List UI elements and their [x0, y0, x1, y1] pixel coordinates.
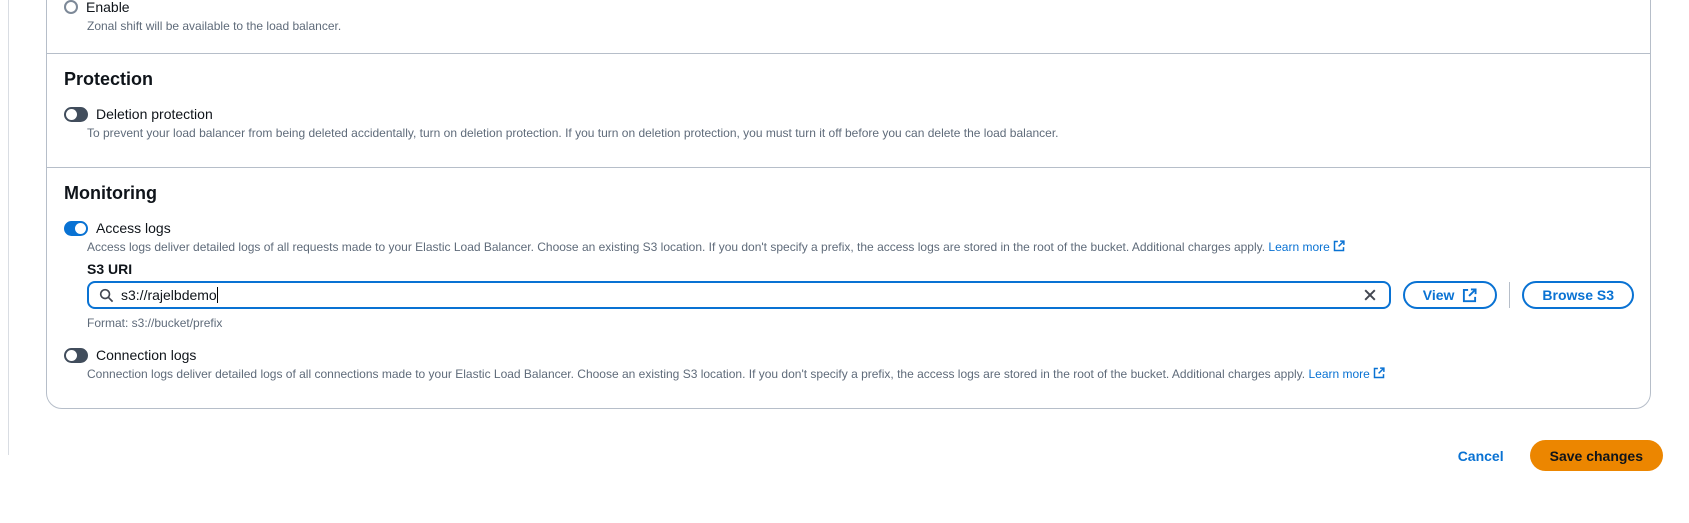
- external-link-icon: [1333, 240, 1345, 252]
- connection-logs-learn-more-link[interactable]: Learn more: [1308, 367, 1384, 381]
- s3-uri-value: s3://rajelbdemo: [121, 287, 217, 303]
- connection-logs-description: Connection logs deliver detailed logs of all connections made to your Elastic Load Balancer. Choose an existing S3 location. If you don't specify a prefix, the access logs are stored in the root of the bucket. Additional charges apply. Learn more: [87, 366, 1634, 382]
- connection-logs-label: Connection logs: [96, 347, 197, 363]
- section-protection: [47, 54, 1650, 167]
- close-icon: [1363, 288, 1377, 302]
- s3-uri-constraint: Format: s3://bucket/prefix: [87, 316, 223, 330]
- external-link-icon: [1373, 367, 1385, 379]
- text-cursor: [217, 287, 218, 303]
- radio-label: Enable: [86, 0, 130, 15]
- protection-title: Protection: [64, 69, 154, 89]
- save-changes-button[interactable]: Save changes: [1530, 440, 1663, 471]
- section-monitoring: [47, 168, 1650, 406]
- panel-divider: [8, 0, 9, 455]
- attributes-card: [46, 0, 1651, 409]
- external-link-icon: [1462, 288, 1477, 303]
- connection-logs-toggle[interactable]: [64, 348, 88, 363]
- access-logs-toggle[interactable]: [64, 221, 88, 236]
- browse-s3-button[interactable]: Browse S3: [1522, 281, 1634, 309]
- view-button[interactable]: View: [1403, 281, 1498, 309]
- zonal-shift-enable-radio-row[interactable]: [64, 0, 1634, 15]
- form-actions: [0, 440, 1663, 471]
- monitoring-title: Monitoring: [64, 183, 157, 203]
- access-logs-description: Access logs deliver detailed logs of all requests made to your Elastic Load Balancer. Choose an existing S3 location. If you don't specify a prefix, the access logs are stored in the root of the bucket. Additional charges apply. Learn more: [87, 239, 1634, 255]
- access-logs-learn-more-link[interactable]: Learn more: [1268, 240, 1344, 254]
- clear-input-button[interactable]: [1361, 286, 1379, 304]
- s3-uri-row: [87, 281, 1634, 309]
- s3-uri-label: S3 URI: [87, 261, 133, 277]
- s3-uri-input[interactable]: [87, 281, 1391, 309]
- access-logs-label: Access logs: [96, 220, 171, 236]
- search-icon: [99, 288, 114, 303]
- deletion-protection-description: To prevent your load balancer from being deleted accidentally, turn on deletion protection. If you turn on deletion protection, you must turn it off before you can delete the load balancer.: [87, 126, 1059, 140]
- button-group-divider: [1509, 282, 1510, 308]
- section-zonal-shift: [47, 0, 1650, 53]
- deletion-protection-label: Deletion protection: [96, 106, 213, 122]
- radio-button-icon[interactable]: [64, 0, 78, 14]
- radio-description: Zonal shift will be available to the load balancer.: [87, 19, 342, 33]
- deletion-protection-toggle[interactable]: [64, 107, 88, 122]
- cancel-button[interactable]: Cancel: [1457, 447, 1504, 464]
